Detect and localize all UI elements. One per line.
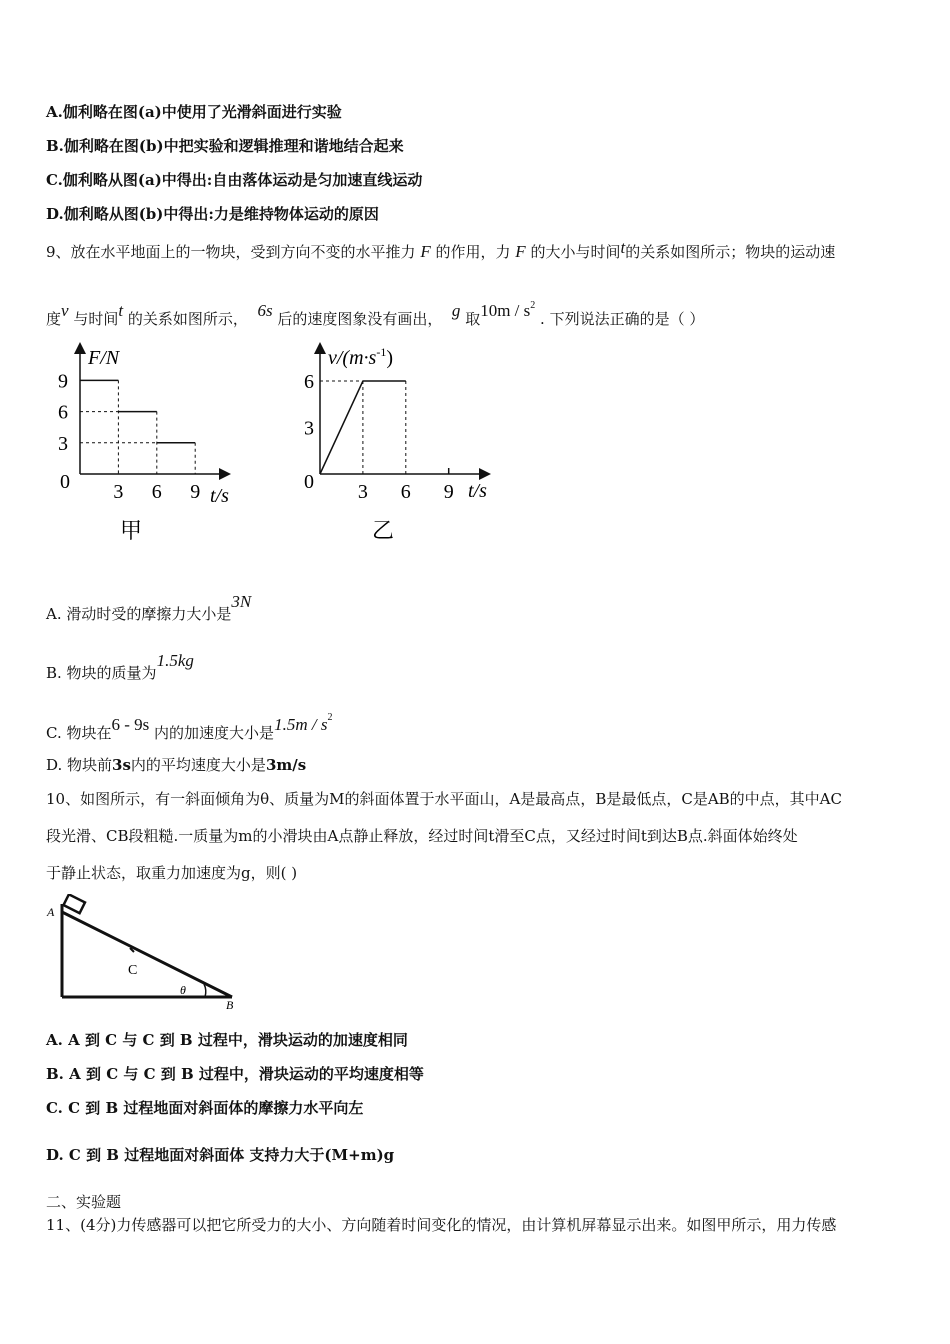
graph-yi — [300, 340, 510, 550]
label-a: A — [47, 905, 55, 919]
q10-stem-line3: 于静止状态，取重力加速度为g，则( ) — [46, 864, 298, 882]
q9-option-b: B. 物块的质量为1.5kg — [46, 651, 194, 682]
jia-caption: 甲 — [120, 518, 143, 543]
q9-stem-line2: 度v 与时间t 的关系如图所示， 6s 后的速度图象没有画出， g 取$10m / s^2$ . 下列说法正确的是（ ） — [46, 300, 705, 328]
jia-xtick: 9 — [190, 481, 201, 503]
label-theta: θ — [180, 983, 186, 997]
graph-jia — [50, 340, 260, 550]
q10-option-b: B. A 到 C 与 C 到 B 过程中，滑块运动的平均速度相等 — [46, 1065, 424, 1083]
yi-ytick: 6 — [304, 371, 314, 393]
q10-stem-line2: 段光滑、CB段粗糙.一质量为m的小滑块由A点静止释放，经过时间t滑至C点，又经过时间t到达B点.斜面体始终处 — [46, 827, 798, 845]
q10-option-c: C. C 到 B 过程地面对斜面体的摩擦力水平向左 — [46, 1099, 364, 1117]
jia-ytick: 3 — [58, 432, 68, 455]
q10-option-a: A. A 到 C 与 C 到 B 过程中，滑块运动的加速度相同 — [46, 1031, 408, 1049]
jia-xtick: 6 — [151, 481, 162, 503]
jia-xlabel: t/s — [210, 485, 229, 507]
yi-xtick: 3 — [357, 481, 368, 503]
section-2-title: 二、实验题 — [46, 1193, 122, 1211]
q8-option-d: D.伽利略从图(b)中得出:力是维持物体运动的原因 — [46, 205, 379, 223]
q8-option-b: B.伽利略在图(b)中把实验和逻辑推理和谐地结合起来 — [46, 137, 404, 155]
yi-ylabel: $v/(m\cdot s^{-1})$ — [328, 345, 393, 369]
yi-xtick: 6 — [400, 481, 411, 503]
q8-option-a: A.伽利略在图(a)中使用了光滑斜面进行实验 — [46, 103, 342, 121]
jia-ytick: 6 — [58, 401, 68, 424]
q9-option-d: D. 物块前3s内的平均速度大小是3m/s — [46, 756, 307, 774]
q11-stem: 11、(4分)力传感器可以把它所受力的大小、方向随着时间变化的情况，由计算机屏幕显示出来。如图甲所示，用力传感 — [46, 1216, 837, 1234]
jia-ytick: 9 — [58, 370, 68, 393]
slider-block — [64, 894, 85, 913]
q9-stem-line1: 9、放在水平地面上的一物块，受到方向不变的水平推力 F 的作用，力 F 的大小与时间t的关系如图所示；物块的运动速 — [46, 238, 836, 261]
q8-option-c: C.伽利略从图(a)中得出:自由落体运动是匀加速直线运动 — [46, 171, 423, 189]
yi-xtick: 9 — [443, 481, 454, 503]
jia-origin: 0 — [60, 471, 70, 493]
q10-option-d: D. C 到 B 过程地面对斜面体 支持力大于(M+m)g — [46, 1146, 395, 1164]
incline-figure — [44, 894, 244, 1014]
incline-surface — [62, 912, 232, 997]
q9-option-c: C. 物块在6 - 9s 内的加速度大小是$1.5m / s^2$ — [46, 712, 333, 742]
q9-option-a: A. 滑动时受的摩擦力大小是3N — [46, 592, 252, 623]
yi-caption: 乙 — [372, 518, 395, 543]
yi-segment-0 — [320, 381, 363, 474]
yi-xlabel: t/s — [468, 480, 487, 502]
jia-xtick: 3 — [113, 481, 124, 503]
label-b: B — [226, 998, 234, 1012]
label-c: C — [128, 963, 138, 978]
yi-ytick: 3 — [304, 417, 314, 440]
jia-ylabel: F/N — [88, 347, 120, 369]
yi-origin: 0 — [304, 471, 314, 493]
q10-stem-line1: 10、如图所示，有一斜面倾角为θ、质量为M的斜面体置于水平面山，A是最高点，B是最低点，C是AB的中点，其中AC — [46, 790, 842, 808]
